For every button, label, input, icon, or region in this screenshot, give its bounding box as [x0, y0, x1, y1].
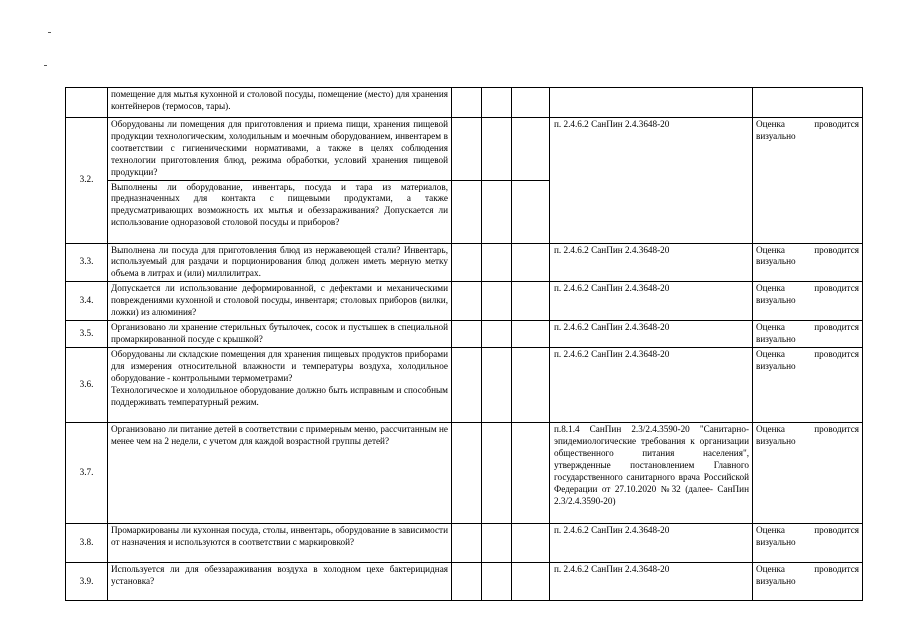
answer-no-cell	[482, 282, 512, 321]
answer-na-cell	[512, 118, 550, 181]
question-text: Выполнена ли посуда для приготовления блюд из нержавеющей стали? Инвентарь, используемый для раздачи и порционирования блюд должен иметь мерную метку объема в литрах и (или) миллилитрах.	[111, 244, 448, 279]
answer-no-cell	[482, 88, 512, 118]
question-text: Оборудованы ли складские помещения для хранения пищевых продуктов приборами для измерения относительной влажности и температуры воздуха, холодильное оборудование - контрольными термометрами?	[111, 349, 448, 383]
checklist-body	[66, 88, 863, 601]
table-row	[66, 243, 863, 282]
answer-na-cell	[512, 524, 550, 563]
answer-no-cell	[482, 243, 512, 282]
table-row	[66, 348, 863, 423]
scan-mark	[48, 32, 51, 33]
table-row	[66, 423, 863, 524]
answer-na-cell	[512, 88, 550, 118]
question-cell	[108, 423, 452, 524]
answer-na-cell	[512, 243, 550, 282]
question-text: Организовано ли питание детей в соответствии с примерным меню, рассчитанным не менее чем на 2 недели, с учетом для каждой возрастной группы детей?	[111, 424, 448, 446]
item-number: 3.7.	[66, 423, 108, 524]
inspection-note	[753, 88, 863, 118]
answer-no-cell	[482, 180, 512, 243]
answer-na-cell	[512, 423, 550, 524]
question-text: Оборудованы ли помещения для приготовления и приема пищи, хранения пищевой продукции технологическим, холодильным и моечным оборудованием, инвентарем в соответствии с гигиеническими нормативами, а также в целях соблюдения технологии приготовления блюд, режима обработки, условий хранения пищевой продукции?	[111, 119, 448, 177]
answer-yes-cell	[452, 321, 482, 348]
question-text: помещение для мытья кухонной и столовой посуды, помещение (место) для хранения контейнеров (термосов, тары).	[111, 89, 448, 111]
item-number: 3.6.	[66, 348, 108, 423]
question-text: Технологическое и холодильное оборудование должно быть исправным и способным поддерживать температурный режим.	[111, 384, 448, 407]
checklist-table	[65, 87, 863, 601]
answer-no-cell	[482, 321, 512, 348]
item-number: 3.8.	[66, 524, 108, 563]
item-number: 3.9.	[66, 563, 108, 601]
requirement-reference: п.8.1.4 СанПин 2.3/2.4.3590-20 "Санитарно-эпидемиологические требования к организации общественного питания населения", утвержденные постановлением Главного государственного санитарного врача Российской Федерации от 27.10.2020 №32 (далее- СанПин 2.3/2.4.3590-20)	[550, 423, 753, 524]
answer-yes-cell	[452, 88, 482, 118]
item-number: 3.2.	[66, 118, 108, 244]
answer-na-cell	[512, 282, 550, 321]
inspection-note: Оценка проводится визуально	[753, 348, 863, 423]
answer-yes-cell	[452, 563, 482, 601]
question-cell	[108, 348, 452, 423]
answer-no-cell	[482, 118, 512, 181]
answer-na-cell	[512, 321, 550, 348]
requirement-reference	[550, 88, 753, 118]
answer-yes-cell	[452, 118, 482, 181]
answer-yes-cell	[452, 180, 482, 243]
inspection-note: Оценка проводится визуально	[753, 243, 863, 282]
question-cell	[108, 180, 452, 243]
table-row	[66, 88, 863, 118]
inspection-note: Оценка проводится визуально	[753, 563, 863, 601]
inspection-note: Оценка проводится визуально	[753, 118, 863, 244]
table-row	[66, 563, 863, 601]
answer-na-cell	[512, 563, 550, 601]
requirement-reference: п. 2.4.6.2 СанПин 2.4.3648-20	[550, 321, 753, 348]
inspection-note: Оценка проводится визуально	[753, 321, 863, 348]
requirement-reference: п. 2.4.6.2 СанПин 2.4.3648-20	[550, 118, 753, 244]
answer-yes-cell	[452, 423, 482, 524]
inspection-note: Оценка проводится визуально	[753, 423, 863, 524]
table-row	[66, 524, 863, 563]
question-cell	[108, 524, 452, 563]
question-text: Организовано ли хранение стерильных бутылочек, сосок и пустышек в специальной промаркированной посуде с крышкой?	[111, 322, 448, 345]
item-number: 3.4.	[66, 282, 108, 321]
table-row	[66, 282, 863, 321]
requirement-reference: п. 2.4.6.2 СанПин 2.4.3648-20	[550, 282, 753, 321]
requirement-reference: п. 2.4.6.2 СанПин 2.4.3648-20	[550, 563, 753, 601]
answer-na-cell	[512, 348, 550, 423]
question-cell	[108, 118, 452, 181]
question-text: Используется ли для обеззараживания воздуха в холодном цехе бактерицидная установка?	[111, 564, 448, 586]
answer-no-cell	[482, 563, 512, 601]
answer-no-cell	[482, 524, 512, 563]
answer-yes-cell	[452, 282, 482, 321]
item-number: 3.3.	[66, 243, 108, 282]
answer-na-cell	[512, 180, 550, 243]
requirement-reference: п. 2.4.6.2 СанПин 2.4.3648-20	[550, 348, 753, 423]
question-cell	[108, 282, 452, 321]
requirement-reference: п. 2.4.6.2 СанПин 2.4.3648-20	[550, 243, 753, 282]
answer-yes-cell	[452, 243, 482, 282]
table-row	[66, 321, 863, 348]
answer-yes-cell	[452, 524, 482, 563]
table-row	[66, 118, 863, 181]
answer-no-cell	[482, 348, 512, 423]
requirement-reference: п. 2.4.6.2 СанПин 2.4.3648-20	[550, 524, 753, 563]
question-text: Допускается ли использование деформированной, с дефектами и механическими повреждениями кухонной и столовой посуды, инвентаря; столовых приборов (вилки, ложки) из алюминия?	[111, 283, 448, 318]
inspection-note: Оценка проводится визуально	[753, 282, 863, 321]
question-cell	[108, 321, 452, 348]
question-cell	[108, 563, 452, 601]
question-cell	[108, 88, 452, 118]
question-text: Промаркированы ли кухонная посуда, столы, инвентарь, оборудование в зависимости от назначения и используются в соответствии с маркировкой?	[111, 525, 448, 547]
question-cell	[108, 243, 452, 282]
answer-yes-cell	[452, 348, 482, 423]
item-number: 3.5.	[66, 321, 108, 348]
item-number	[66, 88, 108, 118]
scan-mark	[44, 65, 47, 66]
answer-no-cell	[482, 423, 512, 524]
inspection-note: Оценка проводится визуально	[753, 524, 863, 563]
question-text: Выполнены ли оборудование, инвентарь, посуда и тара из материалов, предназначенных для контакта с пищевыми продуктами, а также предусматривающих возможность их мытья и обеззараживания? Допускается ли использование одноразовой столовой посуды и приборов?	[111, 181, 448, 228]
